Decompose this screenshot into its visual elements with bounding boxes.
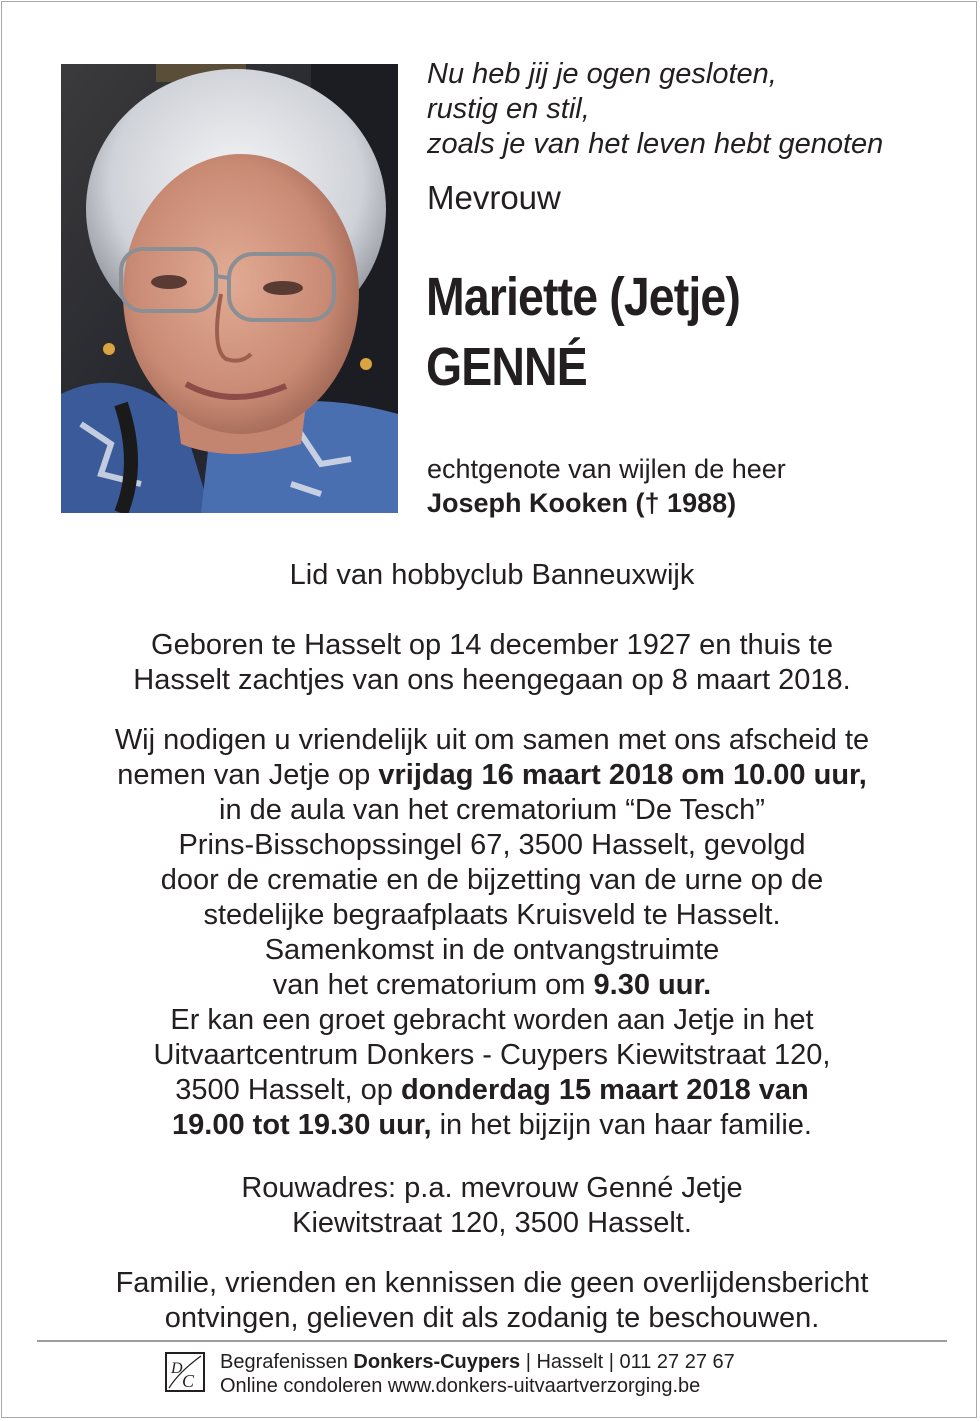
invitation-text: in het bijzijn van haar familie. [431, 1109, 812, 1141]
visitation-time: 19.00 tot 19.30 uur, [172, 1109, 432, 1141]
deceased-name [426, 262, 740, 402]
mourning-address [42, 1171, 942, 1241]
address-line: Kiewitstraat 120, 3500 Hasselt. [292, 1207, 692, 1239]
invitation-line: Wij nodigen u vriendelijk uit om samen met ons afscheid te [114, 724, 870, 756]
invitation-text: van het crematorium om [272, 969, 594, 1001]
birth-death-line: Geboren te Hasselt op 14 december 1927 en thuis te [151, 629, 833, 661]
notice-line: ontvingen, gelieven dit als zodanig te beschouwen. [164, 1302, 820, 1334]
funeral-invitation [42, 723, 942, 1143]
portrait-photo [61, 64, 398, 513]
footer-divider [37, 1340, 947, 1342]
spouse-relation: echtgenote van wijlen de heer [427, 454, 786, 484]
footer-contact: | Hasselt | 011 27 27 67 [520, 1351, 735, 1373]
invitation-line: Prins-Bisschopssingel 67, 3500 Hasselt, gevolgd [178, 829, 806, 861]
obituary-card [1, 1, 977, 1418]
invitation-line [42, 968, 942, 1003]
invitation-line: Er kan een groet gebracht worden aan Jetje in het [170, 1004, 814, 1036]
address-line: Rouwadres: p.a. mevrouw Genné Jetje [241, 1172, 743, 1204]
invitation-text: nemen van Jetje op [117, 759, 379, 791]
membership-line: Lid van hobbyclub Banneuxwijk [289, 559, 695, 591]
invitation-line [42, 1073, 942, 1108]
deceased-first-name: Mariette (Jetje) [426, 267, 741, 327]
invitation-text: 3500 Hasselt, op [175, 1074, 401, 1106]
ceremony-datetime: vrijdag 16 maart 2018 om 10.00 uur, [378, 759, 867, 791]
svg-text:C: C [182, 1371, 195, 1391]
visitation-date: donderdag 15 maart 2018 van [400, 1074, 809, 1106]
gathering-time: 9.30 uur. [593, 969, 712, 1001]
invitation-line [42, 1108, 942, 1143]
membership-text [42, 558, 942, 593]
funeral-home-info [220, 1350, 735, 1398]
notice-line: Familie, vrienden en kennissen die geen overlijdensbericht [115, 1267, 869, 1299]
deceased-surname: GENNÉ [426, 337, 587, 397]
invitation-line: Uitvaartcentrum Donkers - Cuypers Kiewitstraat 120, [153, 1039, 831, 1071]
footer-prefix: Begrafenissen [220, 1351, 354, 1373]
invitation-line: Samenkomst in de ontvangstruimte [264, 934, 720, 966]
closing-notice [42, 1266, 942, 1336]
funeral-home-line [220, 1350, 735, 1374]
poem-line: rustig en stil, [427, 93, 590, 125]
spouse-name: Joseph Kooken († 1988) [427, 488, 737, 518]
funeral-home-name: Donkers-Cuypers [353, 1351, 521, 1373]
birth-death-line: Hasselt zachtjes van ons heengegaan op 8 maart 2018. [133, 664, 851, 696]
honorific: Mevrouw [427, 179, 561, 216]
invitation-line: in de aula van het crematorium “De Tesch” [219, 794, 765, 826]
online-condolence-line: Online condoleren www.donkers-uitvaartverzorging.be [220, 1375, 701, 1397]
funeral-home-logo-icon [165, 1352, 205, 1392]
invitation-line: stedelijke begraafplaats Kruisveld te Hasselt. [203, 899, 781, 931]
svg-text:D: D [171, 1360, 183, 1377]
poem-line: zoals je van het leven hebt genoten [427, 128, 884, 160]
birth-death-text [42, 628, 942, 698]
poem-line: Nu heb jij je ogen gesloten, [427, 58, 777, 90]
invitation-line [42, 758, 942, 793]
memorial-poem [427, 57, 947, 162]
invitation-line: door de crematie en de bijzetting van de urne op de [160, 864, 824, 896]
